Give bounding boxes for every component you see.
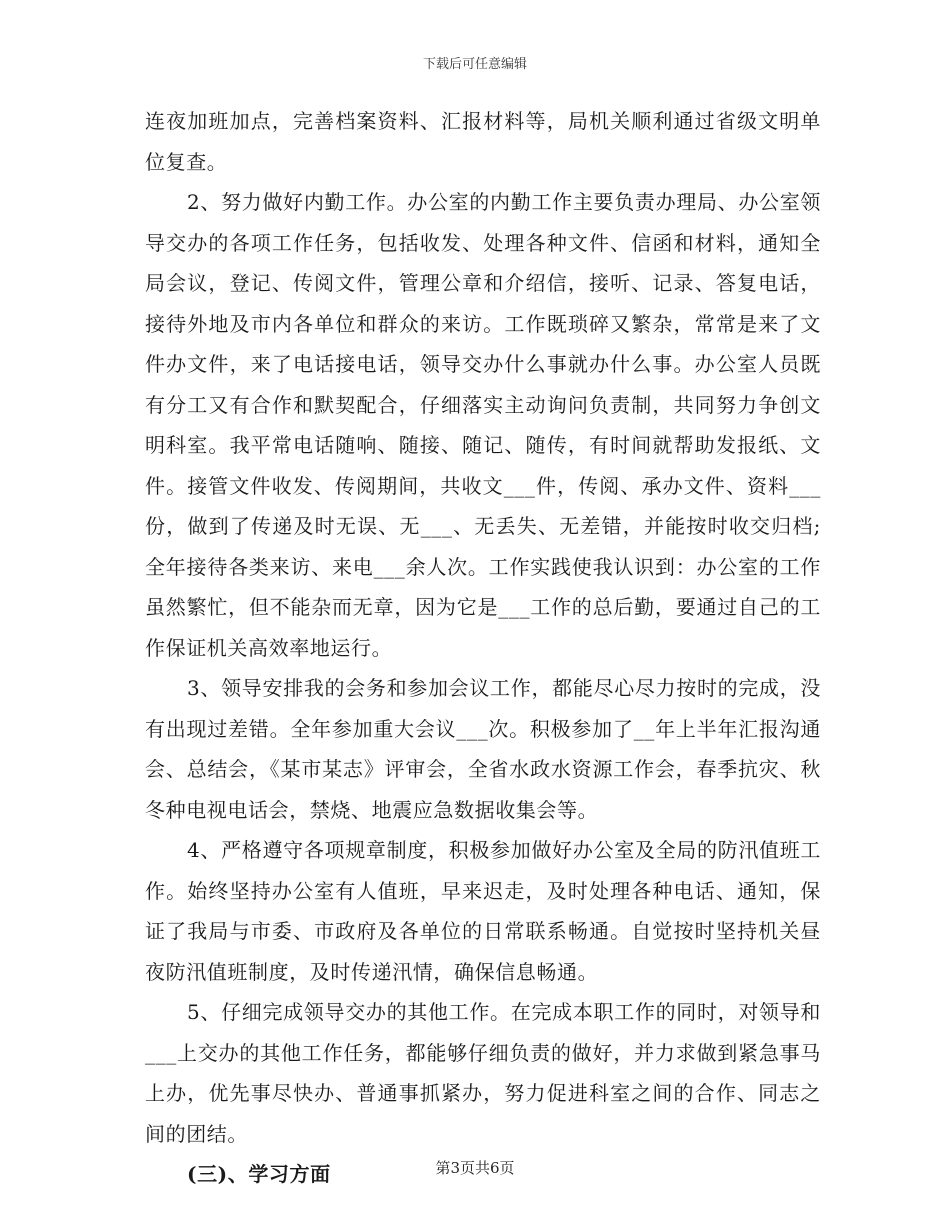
paragraph-internal-work: 2、努力做好内勤工作。办公室的内勤工作主要负责办理局、办公室领导交办的各项工作任务，包括收发、处理各种文件、信函和材料，通知全局会议，登记、传阅文件，管理公章和介绍信，接听、记录、答复电话，接待外地及市内各单位和群众的来访。工作既琐碎又繁杂，常常是来了文件办文件，来了电话接电话，领导交办什么事就办什么事。办公室人员既有分工又有合作和默契配合，仔细落实主动询问负责制，共同努力争创文明科室。我平常电话随响、随接、随记、随传，有时间就帮助发报纸、文件。接管文件收发、传阅期间，共收文___件，传阅、承办文件、资料___份，做到了传递及时无误、无___、无丢失、无差错，并能按时收交归档;全年接待各类来访、来电___余人次。工作实践使我认识到：办公室的工作虽然繁忙，但不能杂而无章，因为它是___工作的总后勤，要通过自己的工作保证机关高效率地运行。 xyxy=(145,190,821,660)
section-heading-study: (三)、学习方面 xyxy=(187,1162,331,1186)
paragraph-flood-duty: 4、严格遵守各项规章制度，积极参加做好办公室及全局的防汛值班工作。始终坚持办公室有人值班，早来迟走，及时处理各种电话、通知，保证了我局与市委、市政府及各单位的日常联系畅通。自觉按时坚持机关昼夜防汛值班制度，及时传递汛情，确保信息畅通。 xyxy=(145,838,821,984)
paragraph-other-tasks: 5、仔细完成领导交办的其他工作。在完成本职工作的同时，对领导和___上交办的其他工作任务，都能够仔细负责的做好，并力求做到紧急事马上办，优先事尽快办、普通事抓紧办，努力促进科室之间的合作、同志之间的团结。 xyxy=(145,1000,821,1146)
page-header: 下载后可任意编辑 xyxy=(422,57,527,72)
paragraph-meetings: 3、领导安排我的会务和参加会议工作，都能尽心尽力按时的完成，没有出现过差错。全年参加重大会议___次。积极参加了__年上半年汇报沟通会、总结会，《某市某志》评审会，全省水政水资源工作会，春季抗灾、秋冬种电视电话会，禁烧、地震应急数据收集会等。 xyxy=(145,676,821,822)
document-body xyxy=(145,101,821,1195)
page-number: 第3页共6页 xyxy=(435,1159,515,1177)
paragraph-continuation: 连夜加班加点，完善档案资料、汇报材料等，局机关顺利通过省级文明单位复查。 xyxy=(145,109,821,174)
